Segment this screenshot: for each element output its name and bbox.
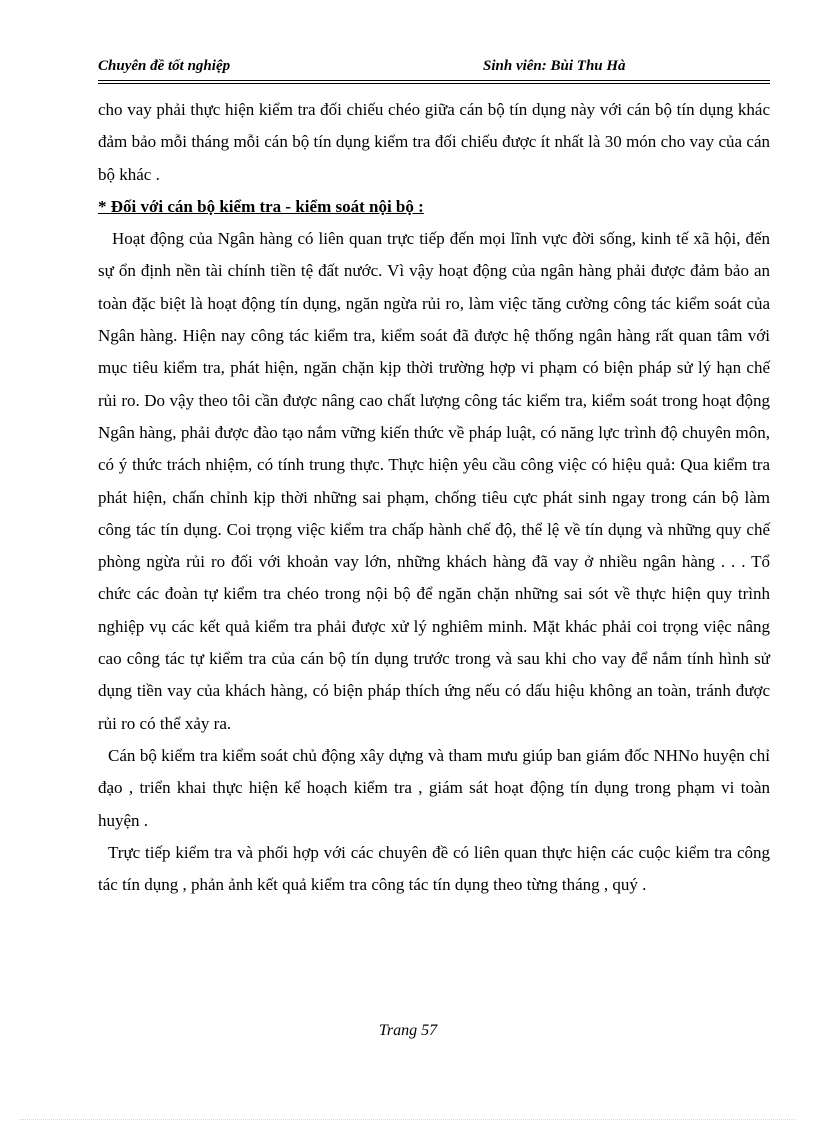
page-header xyxy=(98,58,770,84)
section-heading: * Đối với cán bộ kiểm tra - kiểm soát nội bộ : xyxy=(98,196,424,216)
paragraph-continuation: cho vay phải thực hiện kiểm tra đối chiếu chéo giữa cán bộ tín dụng này với cán bộ tín dụng khác đảm bảo mỗi tháng mỗi cán bộ tín dụng kiểm tra đối chiếu được ít nhất là 30 món cho vay của cán bộ khác . xyxy=(98,100,770,184)
paragraph-inspection-activities: Hoạt động của Ngân hàng có liên quan trực tiếp đến mọi lĩnh vực đời sống, kinh tế xã hội, đến sự ổn định nền tài chính tiền tệ đất nước. Vì vậy hoạt động của ngân hàng phải được đảm bảo an toàn đặc biệt là hoạt động tín dụng, ngăn ngừa rủi ro, làm việc tăng cường công tác kiểm soát của Ngân hàng. Hiện nay công tác kiểm tra, kiểm soát đã được hệ thống ngân hàng rất quan tâm với mục tiêu kiểm tra, phát hiện, ngăn chặn kịp thời trường hợp vi phạm có biện pháp sử lý hạn chế rủi ro. Do vậy theo tôi cần được nâng cao chất lượng công tác kiểm tra, kiểm soát trong hoạt động Ngân hàng, phải được đào tạo nắm vững kiến thức về pháp luật, có năng lực trình độ chuyên môn, có ý thức trách nhiệm, có tính trung thực. Thực hiện yêu cầu công việc có hiệu quả: Qua kiểm tra phát hiện, chấn chỉnh kịp thời những sai phạm, chống tiêu cực phát sinh ngay trong cán bộ làm công tác tín dụng. Coi trọng việc kiểm tra chấp hành chế độ, thể lệ về tín dụng và những quy chế phòng ngừa rủi ro đối với khoản vay lớn, những khách hàng đã vay ở nhiều ngân hàng . . . Tổ chức các đoàn tự kiểm tra chéo trong nội bộ để ngăn chặn những sai sót về thực hiện quy trình nghiệp vụ các kết quả kiểm tra phải được xử lý nghiêm minh. Mặt khác phải coi trọng việc nâng cao công tác tự kiểm tra của cán bộ tín dụng trước trong và sau khi cho vay để nắm tính hình sử dụng tiền vay của khách hàng, có biện pháp thích ứng nếu có dấu hiệu không an toàn, tránh được rủi ro có thể xảy ra. xyxy=(98,229,770,733)
header-student-name: Sinh viên: Bùi Thu Hà xyxy=(483,58,626,74)
document-body xyxy=(98,94,770,901)
page-edge-divider xyxy=(20,1119,796,1120)
header-document-title: Chuyên đề tốt nghiệp xyxy=(98,58,231,74)
paragraph-direct-inspection: Trực tiếp kiểm tra và phối hợp với các chuyên đề có liên quan thực hiện các cuộc kiểm tra công tác tín dụng , phản ảnh kết quả kiểm tra công tác tín dụng theo từng tháng , quý . xyxy=(98,842,770,895)
paragraph-inspector-role: Cán bộ kiểm tra kiểm soát chủ động xây dựng và tham mưu giúp ban giám đốc NHNo huyện chỉ đạo , triển khai thực hiện kế hoạch kiểm tra , giám sát hoạt động tín dụng trong phạm vi toàn huyện . xyxy=(98,745,770,830)
page-number: Trang 57 xyxy=(378,1022,438,1039)
